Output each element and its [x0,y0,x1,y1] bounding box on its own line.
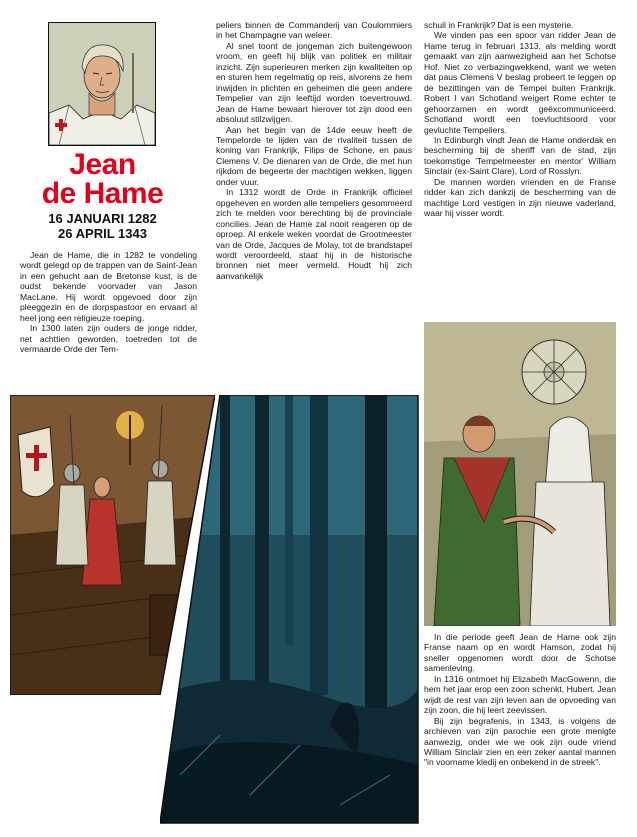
page-title [20,150,185,208]
death-date: 26 APRIL 1343 [58,226,147,241]
life-dates [20,211,185,241]
paragraph: In 1312 wordt de Orde in Frankrijk officieel opgeheven en worden alle tempeliers gesommeerd zich te melden voor berechting bij de provinciale concilies. Jean de Hame zal nooit reageren op de oproep. Al enkele weken voordat de Grootmeester van de Orde, Jacques de Molay, tot de brandstapel wordt veroordeeld, staat hij in de historische bronnen niet meer vermeld. Houdt hij zich aanvankelijk [216,187,412,281]
comic-panel-forest [160,395,420,825]
paragraph: Al snel toont de jongeman zich buitengewoon vroom, en geeft hij blijk van politiek en militair inzicht. Zijn superieuren merken zijn kwaliteiten op en sturen hem regelmatig op reis, alvorens ze hem inwijden in plichten en geheimen die geen andere Tempelier van zijn leeftijd worden toevertrouwd. Jean de Hame bewaart hierover tot zijn dood een absoluut stilzwijgen. [216,40,412,125]
paragraph: In 1300 laten zijn ouders de jonge ridder, net achttien geworden, toetreden tot de vermaarde Orde der Tem- [20,323,197,355]
text-column-1 [20,250,197,355]
paragraph: De mannen worden vrienden en de Franse ridder kan zich dankzij de bescherming van de machtige Lord vestigen in zijn nieuwe vaderland, waar hij visser wordt. [424,176,616,219]
templar-portrait-drawing [49,23,155,145]
forest-scene-drawing [160,395,420,825]
title-line-first-name: Jean [69,148,136,181]
text-column-4 [424,632,616,768]
paragraph: In die periode geeft Jean de Hame ook zijn Franse naam op en wordt Hamson, zodat hij sneller opgenomen wordt door de Schotse samenleving. [424,632,616,674]
paragraph: In 1316 ontmoet hij Elizabeth MacGowenn, die hem het jaar erop een zoon schenkt, Hubert. Jean wijdt de rest van zijn leven aan de opvoeding van zijn zoon, die hij leert zeevissen. [424,673,616,716]
text-column-3 [424,20,616,219]
birth-date: 16 JANUARI 1282 [48,211,157,226]
comic-panel-couple [424,322,616,626]
text-column-2 [216,20,412,281]
paragraph: We vinden pas een spoor van ridder Jean de Hame terug in februari 1313, als melding wordt gemaakt van zijn aanwezigheid aan het Schotse Hof. Niet zo verbazingwekkend, want we weten dat paus Clemens V beslag probeert te leggen op de bezittingen van de Tempel buiten Frankrijk. Robert I van Schotland weigert Rome echter te gehoorzamen en wordt geëxcommuniceerd. Schotland wordt een toevluchtsoord voor gevluchte Tempeliers. [424,30,616,135]
paragraph: Jean de Hame, die in 1282 te vondeling wordt gelegd op de trappen van de Saint-Jean in een gehucht aan de Bretonse kust, is de oudst bekende voorvader van Jason MacLane. Hij wordt opgevoed door zijn pleeggezin en de dorpspastoor en ervaart al heel jong een religieuze roeping. [20,250,197,323]
title-line-surname: de Hame [41,177,164,210]
paragraph: Bij zijn begrafenis, in 1343, is volgens de archieven van zijn parochie een grote menigte aanwezig, onder wie we ook zijn oude vriend William Sinclair zien en een zeker aantal mannen "in voorname kledij en onbekend in de streek". [424,715,616,768]
portrait-illustration [48,22,156,146]
paragraph: schuil in Frankrijk? Dat is een mysterie. [424,20,574,30]
paragraph: peliers binnen de Commanderij van Coulommiers in het Champagne van weleer. [216,20,412,41]
paragraph: Aan het begin van de 14de eeuw heeft de Tempelorde te lijden van de rivaliteit tussen de koning van Frankrijk, Filips de Schone, en paus Clemens V. De dienaren van de Orde, die met hun rijkdom de begeerte der machtigen wekken, liggen onder vuur. [216,124,412,187]
couple-scene-drawing [424,322,616,626]
paragraph: In Edinburgh vindt Jean de Hame onderdak en bescherming bij de sheriff van de stad, zijn toekomstige 'Tempelmeester en mentor' William Sinclair (ex-Saint Clare), Lord of Rosslyn. [424,134,616,177]
